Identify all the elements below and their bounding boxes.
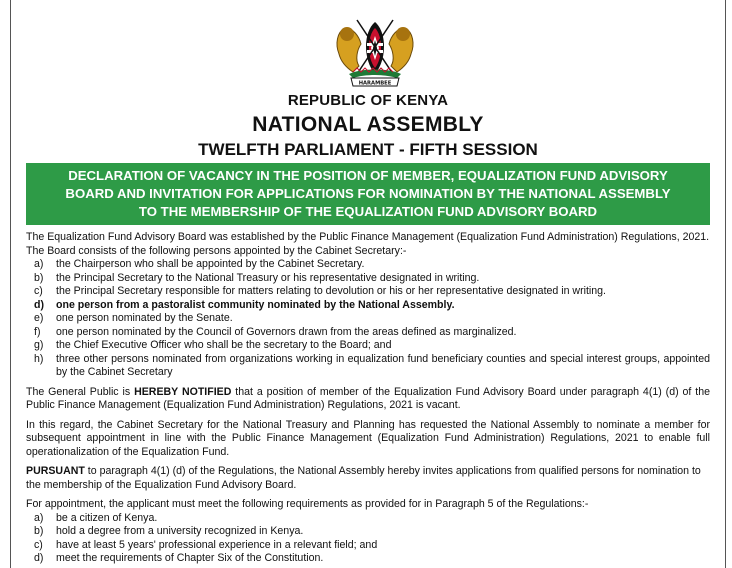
notice-body [26, 231, 710, 566]
list-item: g) the Chief Executive Officer who shall be the secretary to the Board; and [34, 339, 392, 351]
emblem-motto: HARAMBEE [358, 80, 392, 87]
list-item: c) the Principal Secretary responsible for matters relating to devolution or his or her representative designated in writing. [34, 285, 606, 297]
pursuant-paragraph: PURSUANT to paragraph 4(1) (d) of the Regulations, the National Assembly hereby invites applications from qualified persons for nomination to the membership of the Equalization Fund Advisory Board. [26, 465, 701, 491]
list-item: b) the Principal Secretary to the National Treasury or his representative designated in writing. [34, 271, 480, 284]
requirements-list [26, 512, 710, 566]
intro-line-2: The Board consists of the following persons appointed by the Cabinet Secretary:- [26, 244, 407, 257]
list-item: e) one person nominated by the Senate. [34, 312, 233, 324]
banner-line-3: TO THE MEMBERSHIP OF THE EQUALIZATION FUND ADVISORY BOARD [138, 204, 598, 219]
coat-of-arms-icon [327, 14, 423, 90]
list-item-highlighted: d) one person from a pastoralist community nominated by the National Assembly. [34, 298, 455, 311]
session-heading: TWELFTH PARLIAMENT - FIFTH SESSION [198, 140, 538, 159]
list-item: c) have at least 5 years' professional experience in a relevant field; and [34, 538, 378, 551]
requirements-intro: For appointment, the applicant must meet the following requirements as provided for in Paragraph 5 of the Regulations:- [26, 498, 589, 510]
banner-line-2: BOARD AND INVITATION FOR APPLICATIONS FOR NOMINATION BY THE NATIONAL ASSEMBLY [65, 186, 671, 201]
assembly-heading: NATIONAL ASSEMBLY [252, 113, 484, 136]
list-item: b) hold a degree from a university recognized in Kenya. [34, 525, 304, 537]
regard-paragraph: In this regard, the Cabinet Secretary for the National Treasury and Planning has requested the National Assembly to nominate a member for subsequent appointment in line with the Public Finance Management (Equalization Fund Administration) Regulations, 2021 to enable full operationalization of the Equalization Fund. [26, 418, 710, 458]
list-item: h) three other persons nominated from organizations working in equalization fund beneficiary counties and special interest groups, appointed by the Cabinet Secretary [34, 352, 710, 378]
list-item: d) meet the requirements of Chapter Six of the Constitution. [34, 552, 324, 564]
advertisement-page [10, 0, 726, 568]
list-item: f) one person nominated by the Council of Governors drawn from the areas defined as marginalized. [34, 325, 517, 338]
board-members-list [26, 258, 710, 380]
banner-line-1: DECLARATION OF VACANCY IN THE POSITION OF MEMBER, EQUALIZATION FUND ADVISORY [68, 168, 668, 183]
list-item: a) the Chairperson who shall be appointed by the Cabinet Secretary. [34, 258, 365, 270]
list-item: a) be a citizen of Kenya. [34, 511, 158, 524]
title-banner [26, 163, 710, 225]
notice-paragraph: The General Public is HEREBY NOTIFIED that a position of member of the Equalization Fund Advisory Board under paragraph 4(1) (d) of the Public Finance Management (Equalization Fund Administration) Regulations, 2021 is vacant. [26, 385, 710, 411]
intro-line-1: The Equalization Fund Advisory Board was established by the Public Finance Management (Equalization Fund Administration) Regulations, 2021. [26, 231, 710, 243]
republic-heading: REPUBLIC OF KENYA [287, 92, 449, 109]
